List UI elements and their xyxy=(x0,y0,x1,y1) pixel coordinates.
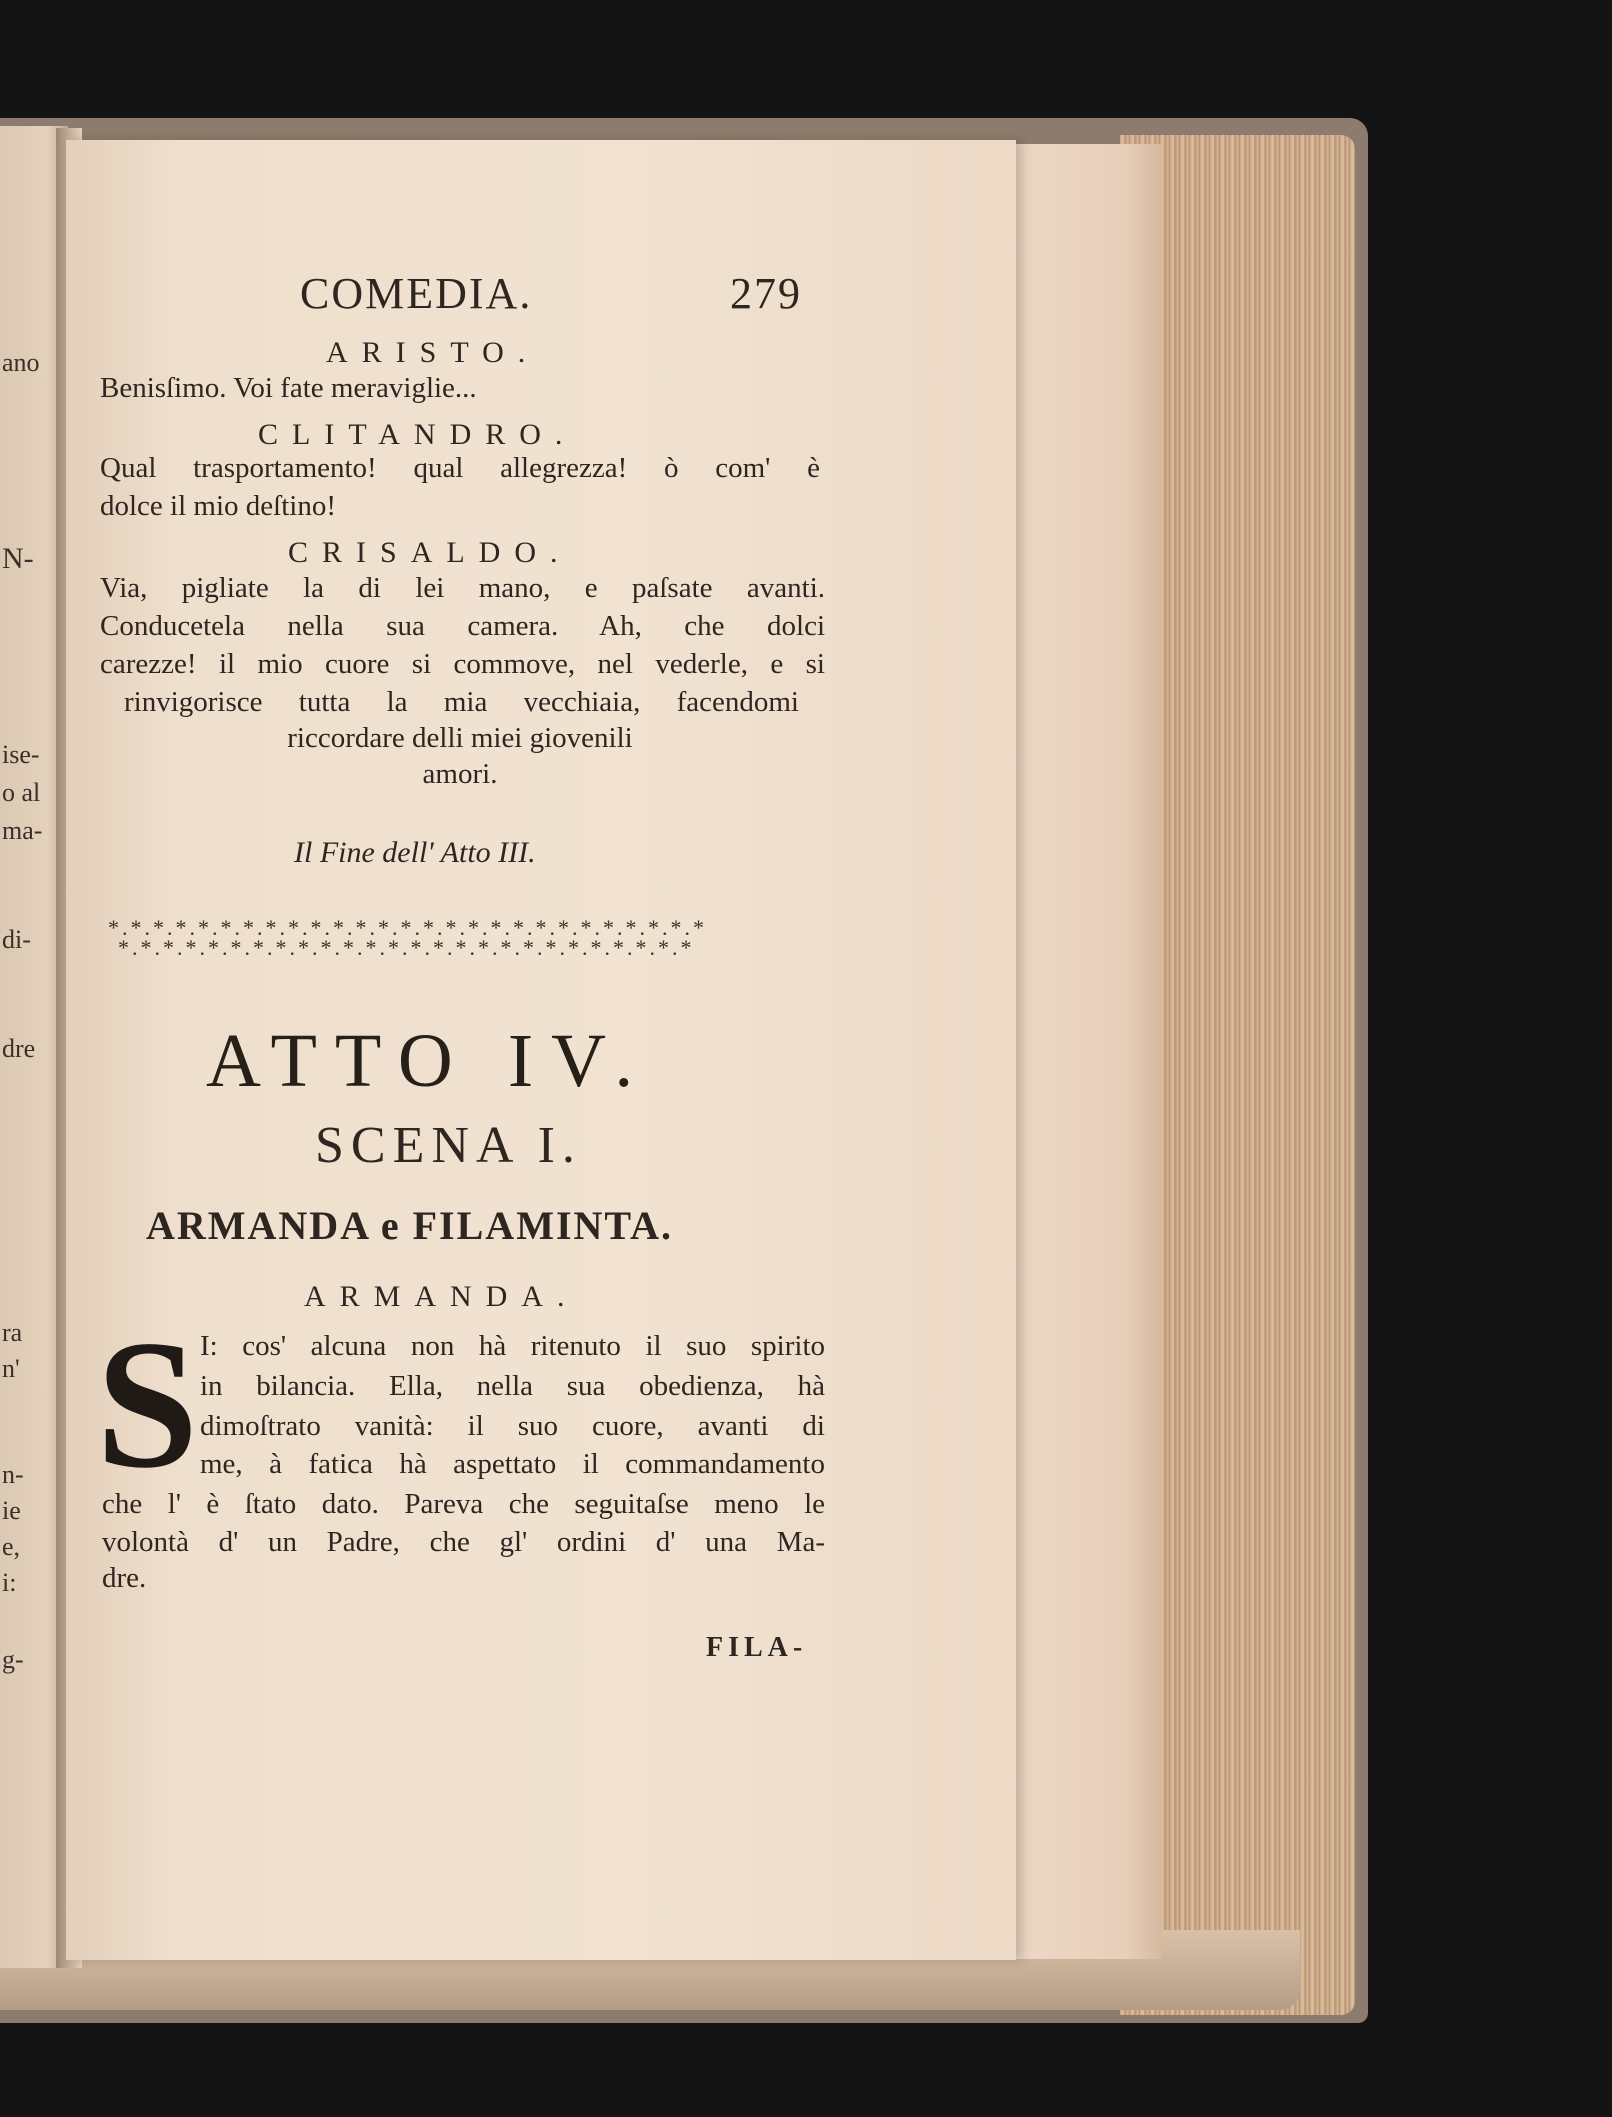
speaker-name: ARMANDA. xyxy=(304,1280,579,1313)
page-number: 279 xyxy=(730,269,802,318)
speech-line: in bilancia. Ella, nella sua obedienza, hà xyxy=(200,1370,825,1402)
speech-line: me, à fatica hà aspettato il commandamento xyxy=(200,1448,825,1480)
left-fragment: dre xyxy=(2,1034,36,1063)
left-fragment: di- xyxy=(2,925,31,954)
speaker-name: CLITANDRO. xyxy=(258,418,577,451)
characters-list: ARMANDA e FILAMINTA. xyxy=(146,1203,673,1248)
left-fragment: n- xyxy=(2,1460,24,1489)
speech-line: Qual trasportamento! qual allegrezza! ò com' è xyxy=(100,452,820,484)
speech-line: amori. xyxy=(422,758,498,790)
left-fragment: ano xyxy=(2,348,40,377)
ornament-rule: *.*.*.*.*.*.*.*.*.*.*.*.*.*.*.*.*.*.*.*.*.*.*.*.*.* xyxy=(118,935,695,960)
speaker-name: CRISALDO. xyxy=(288,536,572,569)
left-fragment: n' xyxy=(2,1354,20,1383)
running-head-title: COMEDIA. xyxy=(300,269,533,318)
left-fragment: N- xyxy=(2,542,34,575)
left-fragment: ise- xyxy=(2,740,40,769)
catchword: FILA- xyxy=(706,1632,808,1663)
left-fragment: ma- xyxy=(2,816,43,845)
left-fragment: o al xyxy=(2,778,41,807)
drop-cap: S xyxy=(96,1302,199,1506)
speech-line: Conducetela nella sua camera. Ah, che dolci xyxy=(100,610,825,642)
left-fragment: g- xyxy=(2,1645,24,1674)
speaker-name: ARISTO. xyxy=(326,336,540,369)
ornament-rule: *.*.*.*.*.*.*.*.*.*.*.*.*.*.*.*.*.*.*.*.*.*.*.*.*.*.* xyxy=(108,915,707,940)
speech-line: I: cos' alcuna non hà ritenuto il suo spirito xyxy=(200,1330,825,1362)
speech-line: carezze! il mio cuore si commove, nel vederle, e si xyxy=(100,648,825,680)
speech-line: volontà d' un Padre, che gl' ordini d' una Ma- xyxy=(102,1526,825,1558)
speech-line: dimoſtrato vanità: il suo cuore, avanti di xyxy=(200,1410,825,1442)
speech-line: dolce il mio deſtino! xyxy=(100,490,336,522)
speech-line: rinvigorisce tutta la mia vecchiaia, facendomi xyxy=(124,686,799,718)
scene-heading: SCENA I. xyxy=(315,1117,582,1174)
speech-line: che l' è ſtato dato. Pareva che seguitaſse meno le xyxy=(102,1488,825,1520)
act-end-note: Il Fine dell' Atto III. xyxy=(294,836,536,869)
speech-line: dre. xyxy=(102,1562,147,1594)
speech-line: Benisſimo. Voi fate meraviglie... xyxy=(100,372,477,404)
left-fragment: ie xyxy=(2,1496,21,1525)
left-fragment: i: xyxy=(2,1568,17,1597)
act-heading: ATTO IV. xyxy=(206,1019,652,1103)
speech-line: riccordare delli miei giovenili xyxy=(287,722,633,754)
left-fragment: ra xyxy=(2,1318,23,1347)
speech-line: Via, pigliate la di lei mano, e paſsate avanti. xyxy=(100,572,825,604)
left-fragment: e, xyxy=(2,1532,21,1561)
